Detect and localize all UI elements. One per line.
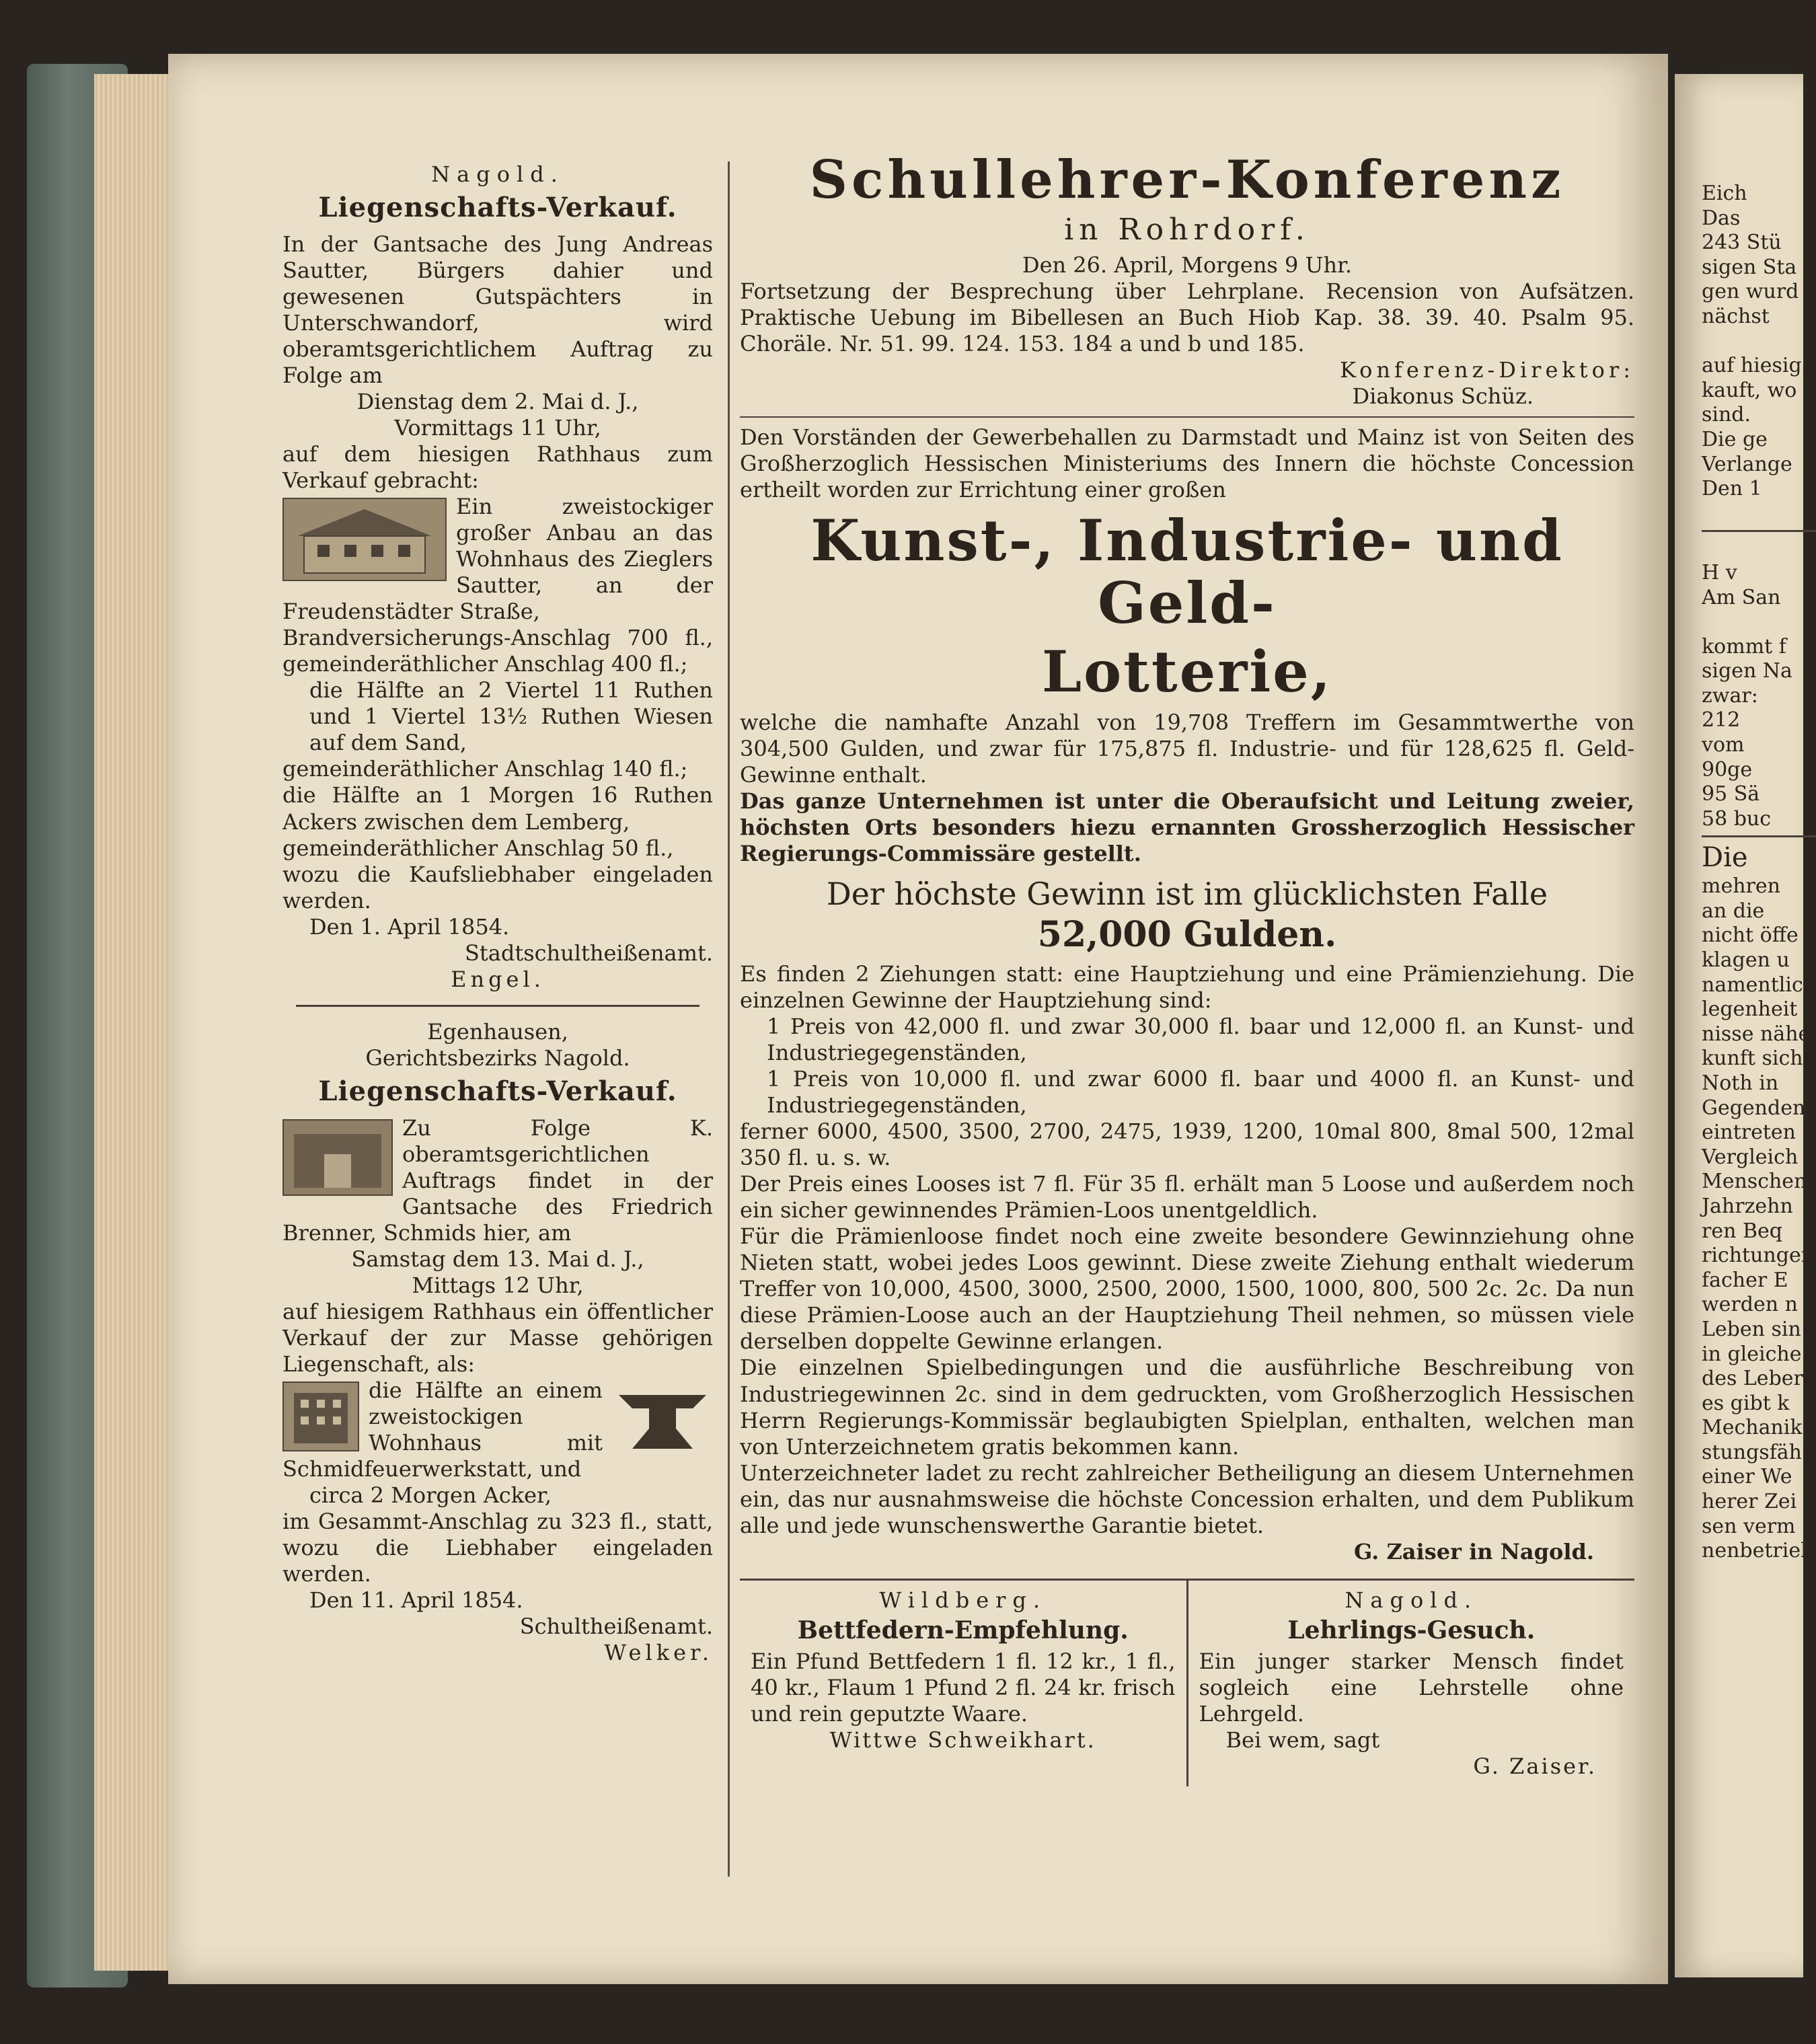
fragment-line (1702, 610, 1816, 635)
fragment-line: 212 (1702, 708, 1741, 732)
anvil-icon (612, 1381, 713, 1455)
building-illustration (282, 1119, 393, 1196)
fragment-line: Am San (1702, 585, 1781, 609)
divider (1702, 530, 1816, 532)
divider (1702, 835, 1816, 837)
lottery-prize2: 1 Preis von 10,000 fl. und zwar 6000 fl. baar und 4000 fl. an Kunst- und Industriegegenständen, (767, 1066, 1634, 1119)
fragment-line: in gleiche (1702, 1342, 1802, 1366)
house-icon (284, 499, 445, 580)
notice2-date: Samstag dem 13. Mai d. J., (351, 1246, 644, 1272)
ad-bettfedern-place: Wildberg. (879, 1587, 1047, 1613)
conference-director: Diakonus Schüz. (1352, 383, 1534, 409)
notice1-item3: die Hälfte an 1 Morgen 16 Ruthen Ackers zwischen dem Lemberg, (282, 782, 713, 835)
left-column (282, 161, 713, 1666)
conference-location: in Rohrdorf. (1064, 213, 1310, 248)
lottery-intro: Den Vorständen der Gewerbehallen zu Darmstadt und Mainz ist von Seiten des Großherzoglich Hessischen Ministeriums des Innern die höchste Concession ertheilt worden zur Errichtung einer großen (740, 424, 1634, 503)
notice1-item1-value: Brandversicherungs-Anschlag 700 fl., gemeinderäthlicher Anschlag 400 fl.; (282, 625, 713, 677)
notice2-office: Schultheißenamt. (519, 1614, 713, 1640)
notice1-item2: die Hälfte an 2 Viertel 11 Ruthen und 1 Viertel 13½ Ruthen Wiesen auf dem Sand, (309, 677, 713, 756)
fragment-line: des Leber (1702, 1367, 1803, 1391)
notice2-total: im Gesammt-Anschlag zu 323 fl., statt, wozu die Liebhaber eingeladen werden. (282, 1509, 713, 1587)
lottery-supervision: Das ganze Unternehmen ist unter die Oberaufsicht und Leitung zweier, höchsten Orts besonders hiezu ernannten Grossherzoglich Hessischer Regierungs-Commissäre gestellt. (740, 788, 1634, 867)
ad-lehrling-heading: Lehrlings-Gesuch. (1287, 1616, 1536, 1644)
fragment-line: namentlich (1702, 973, 1816, 997)
fragment-line: kauft, wo (1702, 378, 1797, 402)
fragment-line (1702, 502, 1816, 527)
conference-body: Fortsetzung der Besprechung über Lehrplane. Recension von Aufsätzen. Praktische Uebung im Bibellesen an Buch Hiob Kap. 38. 39. 40. Psalm 95. Choräle. Nr. 51. 99. 124. 153. 184 a und b und 185. (740, 278, 1634, 356)
lottery-price: Der Preis eines Looses ist 7 fl. Für 35 fl. erhält man 5 Loose und außerdem noch ein sicher gewinnendes Prämien-Loos unentgeldlich. (740, 1171, 1634, 1223)
fragment-line: auf hiesig (1702, 354, 1802, 378)
notice1-item2-value: gemeinderäthlicher Anschlag 140 fl.; (282, 756, 688, 782)
notice1-time: Vormittags 11 Uhr, (394, 415, 601, 441)
fragment-line: nisse nähe (1702, 1022, 1811, 1046)
notice1-closing: wozu die Kaufsliebhaber eingeladen werden. (282, 861, 713, 913)
fragment-line: legenheit (1702, 997, 1798, 1022)
ad-lehrling-body: Ein junger starker Mensch findet sogleich eine Lehrstelle ohne Lehrgeld. (1199, 1648, 1624, 1727)
notice1-date: Dienstag dem 2. Mai d. J., (356, 389, 639, 415)
notice1-item3-value: gemeinderäthlicher Anschlag 50 fl., (282, 835, 674, 861)
fragment-line: Die (1702, 842, 1748, 874)
fragment-line: facher E (1702, 1268, 1788, 1292)
fragment-line: 95 Sä (1702, 782, 1760, 806)
fragment-line: eintreten (1702, 1121, 1796, 1145)
bottom-ads (740, 1579, 1634, 1786)
fragment-line: herer Zei (1702, 1490, 1797, 1514)
fragment-line: werden n (1702, 1293, 1798, 1317)
lottery-prize1: 1 Preis von 42,000 fl. und zwar 30,000 fl. baar und 12,000 fl. an Kunst- und Industriegegenständen, (767, 1014, 1634, 1066)
fragment-line: stungsfäh (1702, 1440, 1803, 1464)
house-small-icon (284, 1383, 358, 1450)
fragment-line: kommt f (1702, 634, 1786, 658)
right-fragment-text (1702, 182, 1816, 1564)
notice2-time: Mittags 12 Uhr, (412, 1272, 584, 1298)
ad-bettfedern-body: Ein Pfund Bettfedern 1 fl. 12 kr., 1 fl., 40 kr., Flaum 1 Pfund 2 fl. 24 kr. frisch und rein geputzte Waare. (751, 1648, 1176, 1727)
fragment-line: 58 buc (1702, 806, 1772, 831)
notice1-intro: In der Gantsache des Jung Andreas Sautter, Bürgers dahier und gewesenen Gutspächters in Unterschwandorf, wird oberamtsgerichtlichem Auftrag zu Folge am (282, 231, 713, 388)
lottery-draws: Es finden 2 Ziehungen statt: eine Hauptziehung und eine Prämienziehung. Die einzelnen Gewinne der Hauptziehung sind: (740, 961, 1634, 1014)
fragment-line: zwar: (1702, 683, 1758, 708)
lottery-signature: G. Zaiser in Nagold. (1353, 1538, 1594, 1564)
fragment-line: gen wurd (1702, 280, 1799, 304)
fragment-line (1702, 330, 1816, 354)
column-rule (728, 161, 730, 1877)
building-icon (284, 1121, 391, 1195)
lottery-title-line1: Kunst-, Industrie- und Geld- (810, 507, 1564, 636)
page-edges (94, 74, 175, 1971)
notice2-location: auf hiesigem Rathhaus ein öffentlicher Verkauf der zur Masse gehörigen Liegenschaft, als: (282, 1298, 713, 1377)
fragment-line: Menschen (1702, 1170, 1807, 1194)
conference-date: Den 26. April, Morgens 9 Uhr. (1022, 252, 1353, 278)
lottery-rules: Die einzelnen Spielbedingungen und die ausführliche Beschreibung von Industriegewinnen 2c. sind in dem gedruckten, vom Großherzoglich Hessischen Herrn Regierungs-Kommissär beglaubigten Spielplan, enthalten, welchen man von Unterzeichnetem gratis bekommen kann. (740, 1355, 1634, 1460)
fragment-line: nenbetrieb (1702, 1539, 1814, 1563)
fragment-line: mehren (1702, 874, 1780, 899)
notice2-intro: Zu Folge K. oberamtsgerichtlichen Auftrags findet in der Gantsache des Friedrich Brenner, Schmids hier, am (282, 1114, 713, 1246)
fragment-line (1702, 536, 1816, 561)
fragment-line: Jahrzehn (1702, 1194, 1793, 1218)
notice1-item1: Ein zweistockiger großer Anbau an das Wohnhaus des Zieglers Sautter, an der Freudenstädter Straße, (282, 494, 713, 625)
notice2-item2: circa 2 Morgen Acker, (309, 1482, 552, 1509)
fragment-line: klagen u (1702, 948, 1790, 973)
ad-bettfedern-signature: Wittwe Schweikhart. (829, 1727, 1096, 1753)
notice1-heading: Liegenschafts-Verkauf. (318, 192, 677, 224)
notice2-place: Egenhausen, (427, 1018, 568, 1045)
divider (296, 1005, 699, 1007)
lottery-top-prize: 52,000 Gulden. (1037, 913, 1337, 955)
lottery-premium: Für die Prämienloose findet noch eine zweite besondere Gewinnziehung ohne Nieten statt, wobei jedes Loos gewinnt. Diese zweite Ziehung enthalt wiederum Treffer von 10,000, 4500, 3000, 2500, 2000, 1500, 1000, 800, 500 2c. 2c. Da nun diese Prämien-Loose auch an der Hauptziehung Theil nehmen, so müssen viele derselben doppelte Gewinne erlangen. (740, 1223, 1634, 1355)
fragment-line: kunft sich (1702, 1047, 1803, 1071)
anvil-illustration (612, 1381, 713, 1455)
notice2-heading: Liegenschafts-Verkauf. (318, 1075, 677, 1107)
newspaper-page (168, 54, 1668, 1984)
notice1-signature: Engel. (451, 966, 545, 992)
notice1-dated: Den 1. April 1854. (309, 913, 510, 940)
lottery-desc: welche die namhafte Anzahl von 19,708 Treffern im Gesammtwerthe von 304,500 Gulden, und zwar für 175,875 fl. Industrie- und für 128,625 fl. Geld-Gewinne enthalt. (740, 710, 1634, 788)
notice1-location: auf dem hiesigen Rathhaus zum Verkauf gebracht: (282, 441, 713, 494)
fragment-line: Gegenden (1702, 1096, 1806, 1120)
ad-lehrling-place: Nagold. (1345, 1587, 1478, 1613)
fragment-line: Mechanik (1702, 1416, 1803, 1440)
notice1-office: Stadtschultheißenamt. (464, 940, 713, 966)
notice2-item1: die Hälfte an einem zweistockigen Wohnhaus mit Schmidfeuerwerkstatt, und (282, 1377, 603, 1482)
divider (740, 416, 1634, 418)
lottery-top-prize-line: Der höchste Gewinn ist im glücklichsten Falle (826, 876, 1548, 913)
fragment-line: nächst (1702, 304, 1770, 328)
ad-lehrling-query: Bei wem, sagt (1225, 1727, 1380, 1753)
ad-lehrling (1186, 1581, 1635, 1786)
ad-bettfedern-heading: Bettfedern-Empfehlung. (797, 1616, 1129, 1644)
notice2-district: Gerichtsbezirks Nagold. (365, 1045, 630, 1071)
fragment-line: sigen Sta (1702, 255, 1797, 279)
notice1-place: Nagold. (431, 161, 564, 187)
fragment-line: 243 Stü (1702, 231, 1782, 255)
fragment-line: an die (1702, 899, 1765, 923)
middle-column (740, 148, 1634, 1786)
fragment-line: Verlange (1702, 452, 1792, 476)
conference-director-label: Konferenz-Direktor: (1340, 356, 1634, 383)
conference-title: Schullehrer-Konferenz (809, 149, 1565, 211)
notice2-signature: Welker. (604, 1640, 713, 1666)
fragment-line: Die ge (1702, 427, 1768, 451)
fragment-line: Noth in (1702, 1071, 1779, 1095)
ad-lehrling-signature: G. Zaiser. (1473, 1753, 1597, 1779)
fragment-line: Leben sin (1702, 1317, 1801, 1341)
lottery-invitation: Unterzeichneter ladet zu recht zahlreicher Betheiligung an diesem Unternehmen ein, das nur ausnahmsweise die höchste Concession erhalten, und dem Publikum alle und jede wunschenswerthe Garantie bietet. (740, 1460, 1634, 1538)
house-illustration (282, 498, 447, 581)
lottery-title-line2: Lotterie, (1042, 638, 1332, 705)
fragment-line: vom (1702, 733, 1745, 757)
fragment-line: sen verm (1702, 1514, 1796, 1538)
fragment-line: sind. (1702, 403, 1751, 427)
fragment-line: nicht öffe (1702, 923, 1799, 948)
fragment-line: einer We (1702, 1465, 1792, 1489)
fragment-line: sigen Na (1702, 659, 1792, 683)
fragment-line: ren Beq (1702, 1219, 1782, 1243)
lottery-prizes-more: ferner 6000, 4500, 3500, 2700, 2475, 1939, 1200, 10mal 800, 8mal 500, 12mal 350 fl. u. s. w. (740, 1119, 1634, 1171)
fragment-line: Eich (1702, 182, 1747, 205)
house-small-illustration (282, 1381, 359, 1451)
notice2-dated: Den 11. April 1854. (309, 1587, 523, 1614)
fragment-line: Den 1 (1702, 477, 1762, 501)
fragment-line: 90ge (1702, 757, 1753, 782)
ad-bettfedern (740, 1581, 1186, 1786)
fragment-line: Vergleich (1702, 1145, 1799, 1169)
right-page-fragment (1675, 74, 1816, 1977)
fragment-line: Das (1702, 206, 1741, 230)
fragment-line: H v (1702, 560, 1737, 584)
fragment-line: richtunger (1702, 1244, 1811, 1268)
fragment-line: es gibt k (1702, 1391, 1790, 1415)
